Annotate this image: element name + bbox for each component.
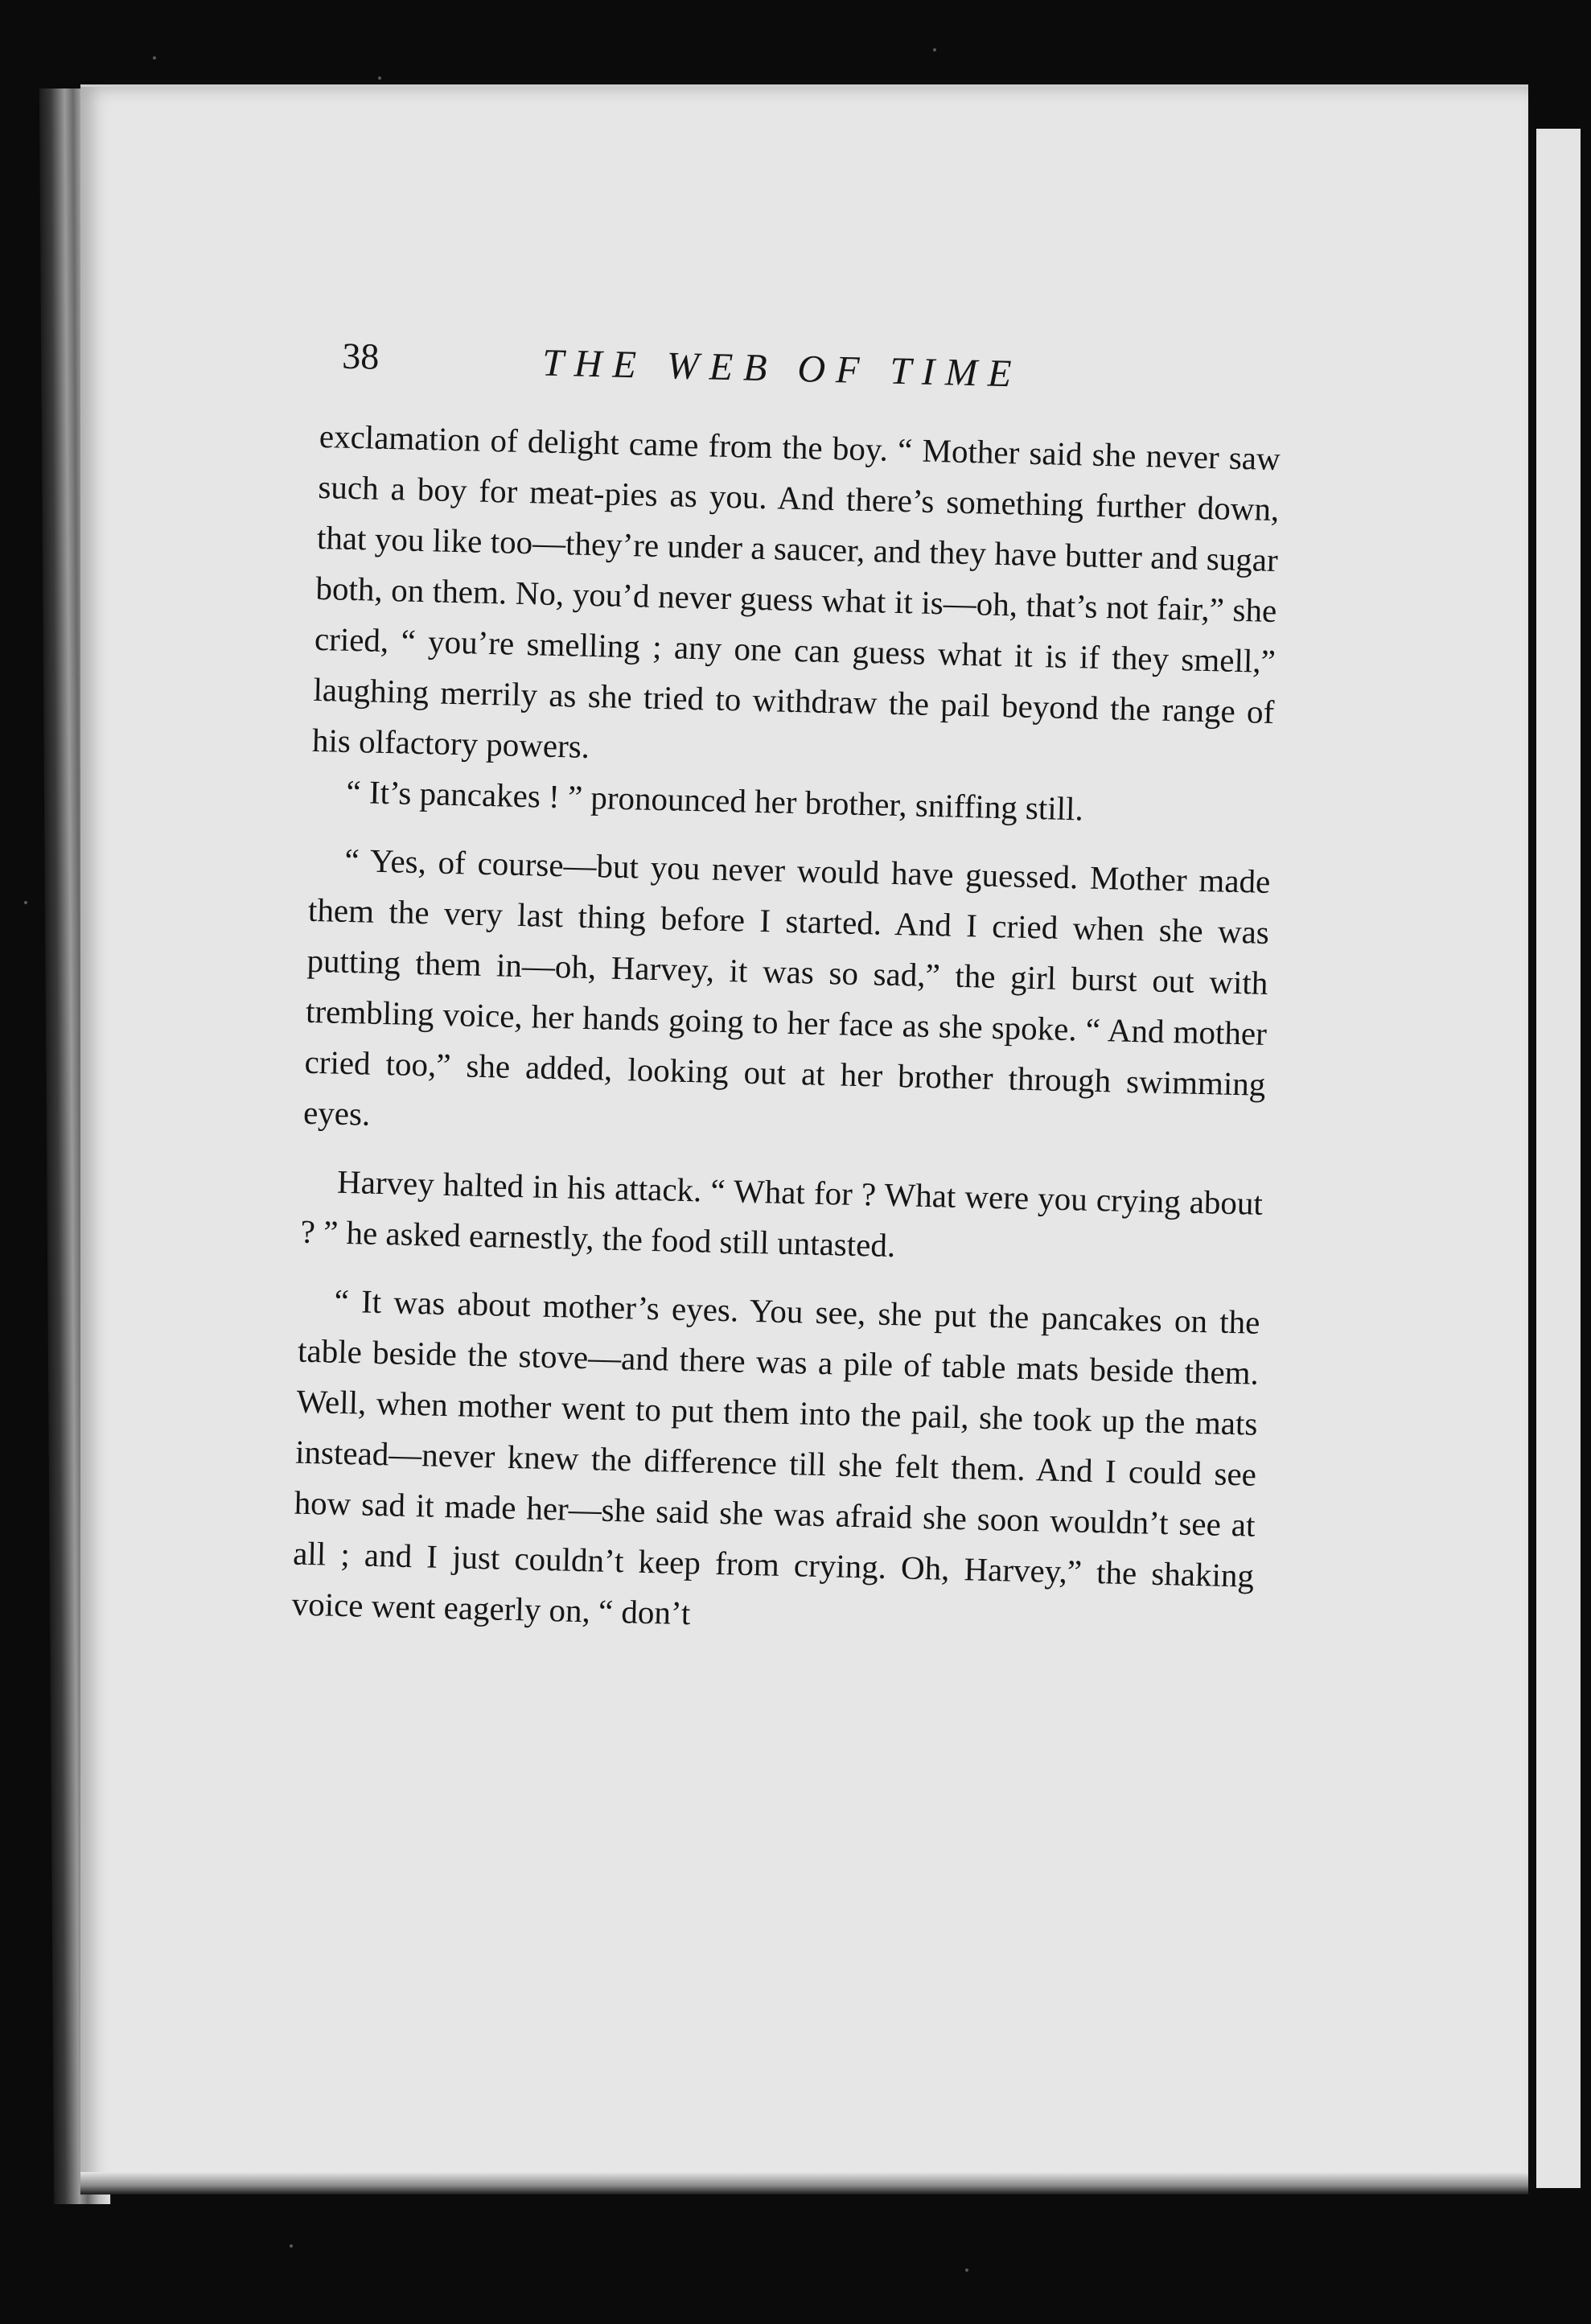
scan-speck [24, 901, 27, 904]
page-gutter [1528, 129, 1536, 2188]
paragraph: exclamation of delight came from the boy. “ Mother said she never saw such a boy for meat-pies as you. And there’s something further down, that you like too—they’re under a saucer, and they have butter and sugar both, on them. No, you’d never guess what it is—oh, that’s not fair,” she cried, “ you’re smelling ; any one can guess what it is if they smell,” laughing merrily as she tried to withdraw the pail beyond the range of his olfactory powers. [311, 417, 1281, 765]
running-title: THE WEB OF TIME [541, 341, 1022, 396]
scan-speck [933, 48, 936, 51]
text-block [291, 334, 1283, 1652]
paragraph: “ Yes, of course—but you never would have guessed. Mother made them the very last thing before I started. And I cried when she was putting them in—oh, Harvey, it was so sad,” the girl burst out with trembling voice, her hands going to her face as she spoke. “ And mother cried too,” she added, looking out at her brother through swimming eyes. [302, 841, 1271, 1133]
paragraph: Harvey halted in his attack. “ What for ? What were you crying about ? ” he asked earnestly, the food still untasted. [300, 1162, 1264, 1265]
paragraph: “ It’s pancakes ! ” pronounced her brother, sniffing still. [346, 772, 1084, 828]
scan-speck [378, 76, 381, 80]
page-number: 38 [341, 335, 380, 377]
scan-speck [290, 2244, 293, 2248]
next-page-edge [1536, 129, 1581, 2188]
page-bottom-shadow [80, 2172, 1528, 2194]
scan-speck [153, 56, 156, 60]
paragraph: “ It was about mother’s eyes. You see, she put the pancakes on the table beside the stove—and there was a pile of table mats beside them. Well, when mother went to put them into the pail, she took up the mats instead—never knew the difference till she felt them. And I could see how sad it made her—she said she was afraid she soon wouldn’t see at all ; and I just couldn’t keep from crying. Oh, Harvey,” the shaking voice went eagerly on, “ don’t [291, 1281, 1260, 1632]
scan-speck [965, 2268, 968, 2272]
